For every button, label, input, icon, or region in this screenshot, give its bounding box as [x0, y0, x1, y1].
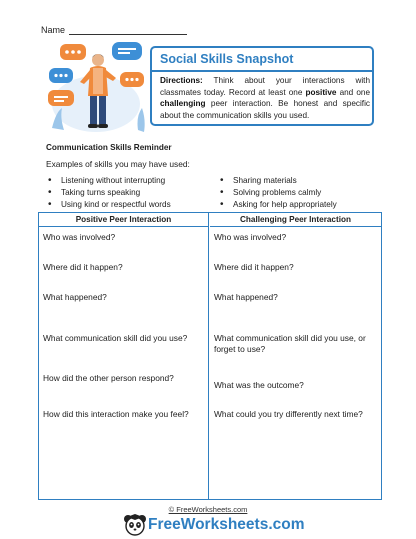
directions-part-3: peer interaction. Be honest and specific about the communication skills you used.	[160, 99, 370, 120]
question-where[interactable]: Where did it happen?	[43, 262, 123, 272]
directions-text	[160, 75, 370, 121]
question-where[interactable]: Where did it happen?	[214, 262, 294, 272]
skill-item: • Sharing materials	[219, 175, 337, 187]
positive-word: positive	[305, 87, 337, 97]
interaction-table	[38, 212, 382, 500]
skill-item: • Taking turns speaking	[47, 187, 171, 199]
directions-label: Directions:	[160, 76, 203, 85]
challenging-column	[210, 213, 381, 499]
panda-icon	[123, 513, 147, 537]
footer-url[interactable]: © FreeWorksheets.com	[168, 505, 248, 514]
question-who[interactable]: Who was involved?	[214, 232, 287, 242]
name-field[interactable]	[69, 26, 187, 35]
footer-logo	[115, 512, 315, 538]
question-skill[interactable]: What communication skill did you use?	[43, 333, 188, 343]
question-who[interactable]: Who was involved?	[43, 232, 116, 242]
question-what-happened[interactable]: What happened?	[43, 292, 107, 302]
chat-bubble-orange-icon	[60, 44, 86, 60]
skills-list-left	[47, 175, 171, 211]
chat-bubble-orange-icon	[120, 72, 144, 87]
question-feel[interactable]: How did this interaction make you feel?	[43, 409, 189, 419]
question-differently[interactable]: What could you try differently next time?	[214, 409, 363, 419]
skills-list-right	[219, 175, 337, 211]
directions-part-2: and one	[336, 87, 370, 97]
leaf-right	[138, 108, 145, 132]
skill-item: • Solving problems calmly	[219, 187, 337, 199]
challenging-word: challenging	[160, 99, 206, 108]
reminder-intro: Examples of skills you may have used:	[46, 159, 190, 169]
title-divider	[152, 70, 372, 72]
title-box	[150, 46, 374, 126]
name-label: Name	[41, 25, 66, 35]
name-row	[41, 25, 187, 35]
challenging-header: Challenging Peer Interaction	[210, 213, 381, 227]
question-what-happened[interactable]: What happened?	[214, 292, 278, 302]
positive-header: Positive Peer Interaction	[39, 213, 208, 227]
chat-bubble-blue-icon	[112, 42, 142, 60]
skill-item: • Asking for help appropriately	[219, 199, 337, 211]
question-outcome[interactable]: What was the outcome?	[214, 380, 304, 390]
footer-brand: FreeWorksheets.com	[148, 516, 305, 533]
page-title: Social Skills Snapshot	[160, 52, 294, 66]
positive-column	[39, 213, 209, 499]
question-skill[interactable]: What communication skill did you use, or forget to use?	[214, 333, 366, 354]
question-response[interactable]: How did the other person respond?	[43, 373, 174, 383]
chat-bubble-blue-icon	[49, 68, 73, 83]
communication-illustration	[46, 38, 148, 136]
reminder-heading: Communication Skills Reminder	[46, 143, 172, 152]
skill-item: • Using kind or respectful words	[47, 199, 171, 211]
directions-part-1: Think about your interactions with classmates today. Record at least one	[160, 76, 370, 97]
chat-bubble-orange-icon	[48, 90, 74, 106]
skill-item: • Listening without interrupting	[47, 175, 171, 187]
